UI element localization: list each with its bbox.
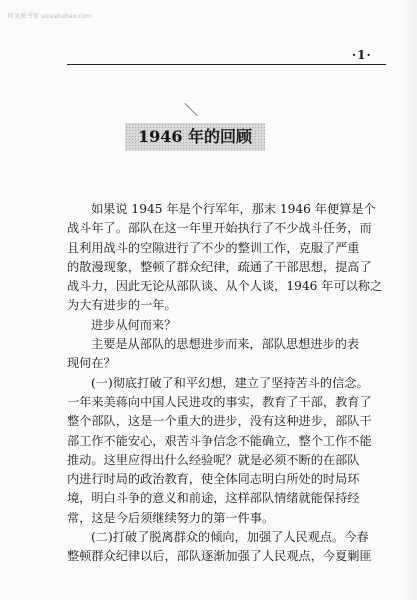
text-line: 为大有进步的一年。	[67, 298, 177, 313]
text-line: 常，这是今后须继续努力的第一件事。	[67, 510, 275, 525]
text-line: 战斗年了。部队在这一年里开始执行了不少战斗任务，而	[67, 221, 372, 236]
text-line: 战斗力，因此无论从部队谈、从个人谈，1946 年可以称之	[67, 279, 383, 294]
chapter-title: 1946 年的回顾	[137, 127, 253, 146]
watermark: 时光图书馆 siceshubao.com	[8, 13, 93, 20]
text-line: 部工作不能安心，艰苦斗争信念不能确立，整个工作不能	[67, 433, 372, 448]
text-line: 现何在？	[67, 356, 116, 371]
text-line: 的散漫现象，整顿了群众纪律，疏通了干部思想，提高了	[67, 259, 372, 274]
text-line: 进步从何而来？	[91, 317, 177, 332]
text-line: 内进行时局的政治教育，使全体同志明白所处的时局环	[67, 472, 360, 487]
text-line: (一)彻底打破了和平幻想，建立了坚持苦斗的信念。	[91, 375, 369, 390]
header-rule	[67, 64, 386, 65]
section-mark: ＼	[184, 103, 198, 119]
text-line: (二)打破了脱离群众的倾向，加强了人民观点。今春	[91, 530, 369, 545]
text-line: 整顿群众纪律以后，部队逐渐加强了人民观点，今夏剿匪	[67, 549, 372, 564]
text-line: 推动。这里应得出什么经验呢？就是必须不断的在部队	[67, 452, 360, 467]
text-line: 整个部队，这是一个重大的进步，没有这种进步，部队干	[67, 414, 372, 429]
text-line: 如果说 1945 年是个行军年，那末 1946 年便算是个	[91, 202, 376, 216]
text-line: 一年来美蒋向中国人民进攻的事实，教育了干部，教育了	[67, 394, 372, 409]
page-number: ·1·	[352, 48, 372, 62]
text-line: 主要是从部队的思想进步而来，部队思想进步的表	[91, 337, 360, 352]
page-edge-shadow	[398, 0, 417, 600]
text-line: 境，明白斗争的意义和前途，这样部队情绪就能保持经	[67, 491, 360, 506]
text-line: 且利用战斗的空隙进行了不少的整训工作，克服了严重	[67, 240, 360, 255]
body-text	[67, 200, 387, 567]
